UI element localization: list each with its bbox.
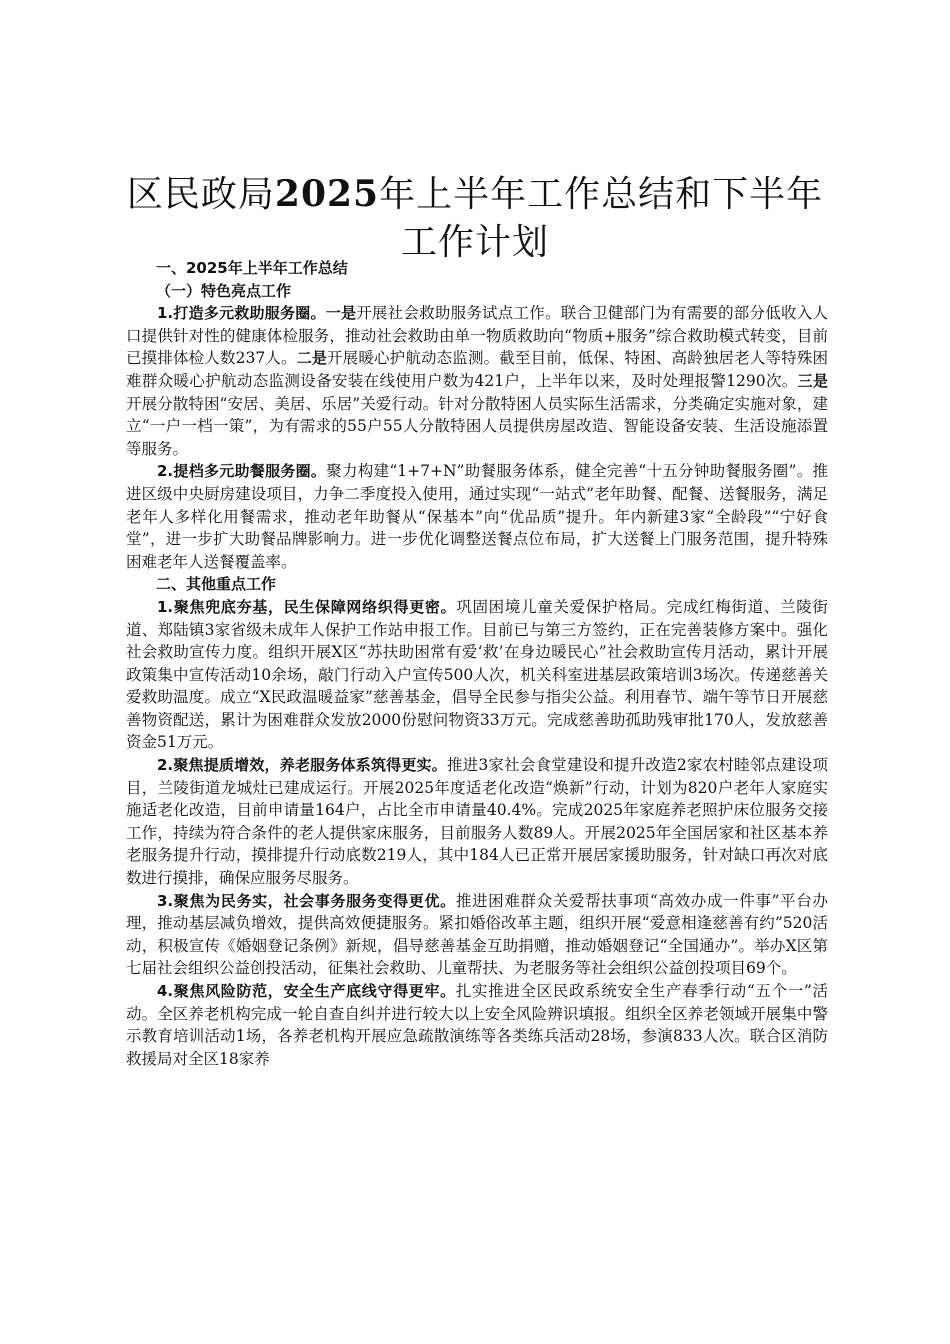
paragraph-2 — [126, 460, 828, 573]
paragraph-5-text: 推进困难群众关爱帮扶事项“高效办成一件事”平台办理，推动基层减负增效，提供高效便捷服务。紧扣婚俗改革主题，组织开展“爱意相逢慈善有约”520活动，积极宣传《婚姻登记条例》新规，倡导慈善基金互助捐赠，推动婚姻登记“全国通办”。举办X区第七届社会组织公益创投活动，征集社会救助、儿童帮扶、为老服务等社会组织公益创投项目69个。 — [126, 891, 828, 978]
title-prefix: 区民政局 — [126, 174, 275, 215]
page-title — [120, 170, 830, 267]
paragraph-2-text: 聚力构建“1+7+N”助餐服务体系，健全完善“十五分钟助餐服务圈”。推进区级中央厨房建设项目，力争二季度投入使用，通过实现“一站式”老年助餐、配餐、送餐服务，满足老年人多样化用餐需求，推动老年助餐从“保基本”向“优品质”提升。年内新建3家“全龄段”“宁好食堂”，进一步扩大助餐品牌影响力。进一步优化调整送餐点位布局，扩大送餐上门服务范围，提升特殊困难老年人送餐覆盖率。 — [126, 462, 828, 571]
paragraph-1-text-2: 开展暖心护航动态监测。截至目前，低保、特困、高龄独居老人等特殊困难群众暖心护航动态监测设备安装在线使用户数为421户，上半年以来，及时处理报警1290次。 — [126, 349, 828, 390]
paragraph-1-key-3: 三是 — [797, 371, 828, 390]
paragraph-2-lead: 2.提档多元助餐服务圈。 — [157, 462, 327, 481]
paragraph-1-key-1: 一是 — [325, 304, 357, 323]
paragraph-6-text: 扎实推进全区民政系统安全生产春季行动“五个一”活动。全区养老机构完成一轮自查自纠并进行较大以上安全风险辨识填报。组织全区养老领域开展集中警示教育培训活动1场，各养老机构开展应急疏散演练等各类练兵活动28场，参演833人次。联合区消防救援局对全区18家养 — [126, 982, 828, 1068]
paragraph-4-lead: 2.聚焦提质增效，养老服务体系筑得更实。 — [157, 756, 447, 775]
paragraph-5-lead: 3.聚焦为民务实，社会事务服务变得更优。 — [157, 891, 456, 910]
title-suffix: 年上半年工作总结和下半年工作计划 — [379, 174, 824, 263]
section-heading-1: 一、2025年上半年工作总结 — [156, 259, 348, 277]
document-body — [126, 257, 828, 1070]
paragraph-1-text-3: 开展分散特困“安居、美居、乐居”关爱行动。针对分散特困人员实际生活需求，分类确定实施对象，建立“一户一档一策”，为有需求的55户55人分散特困人员提供房屋改造、智能设备安装、生活设施添置等服务。 — [126, 394, 828, 458]
paragraph-3-text: 巩固困境儿童关爱保护格局。完成红梅街道、兰陵街道、郑陆镇3家省级未成年人保护工作站申报工作。目前已与第三方签约，正在完善装修方案中。强化社会救助宣传力度。组织开展X区“苏扶助困常有爱‘救’在身边暖民心”社会救助宣传月活动，累计开展政策集中宣传活动10余场，敲门行动入户宣传500人次，机关科室进基层政策培训3场次。传递慈善关爱救助温度。成立“X民政温暖益家”慈善基金，倡导全民参与指尖公益。利用春节、端午等节日开展慈善物资配送，累计为困难群众发放2000份慰问物资33万元。完成慈善助孤助残审批170人，发放慈善资金51万元。 — [126, 597, 828, 752]
paragraph-4-text: 推进3家社会食堂建设和提升改造2家农村睦邻点建设项目，兰陵街道龙城灶已建成运行。开展2025年度适老化改造“焕新”行动，计划为820户老年人家庭实施适老化改造，目前申请量164户，占比全市申请量40.4%。完成2025年家庭养老照护床位服务交接工作，持续为符合条件的老人提供家床服务，目前服务人数89人。开展2025年全国居家和社区基本养老服务提升行动，摸排提升行动底数219人，其中184人已正常开展居家援助服务，针对缺口再次对底数进行摸排，确保应服务尽服务。 — [126, 756, 828, 888]
paragraph-1 — [126, 302, 828, 460]
paragraph-6 — [126, 980, 828, 1070]
paragraph-3-lead: 1.聚焦兜底夯基，民生保障网络织得更密。 — [157, 597, 457, 616]
paragraph-6-lead: 4.聚焦风险防范，安全生产底线守得更牢。 — [157, 982, 456, 1000]
section-heading-2: 二、其他重点工作 — [156, 575, 277, 594]
paragraph-4 — [126, 754, 828, 890]
paragraph-1-key-2: 二是 — [296, 349, 328, 368]
subsection-heading-1: （一）特色亮点工作 — [156, 281, 292, 300]
paragraph-5 — [126, 890, 828, 980]
paragraph-1-lead: 1.打造多元救助服务圈。 — [157, 304, 326, 323]
paragraph-1-text-1: 开展社会救助服务试点工作。联合卫健部门为有需要的部分低收入人口提供针对性的健康体检服务，推动社会救助由单一物质救助向“物质+服务”综合救助模式转变，目前已摸排体检人数237人。 — [126, 304, 828, 368]
paragraph-3 — [126, 596, 828, 754]
title-year: 2025 — [274, 173, 380, 215]
